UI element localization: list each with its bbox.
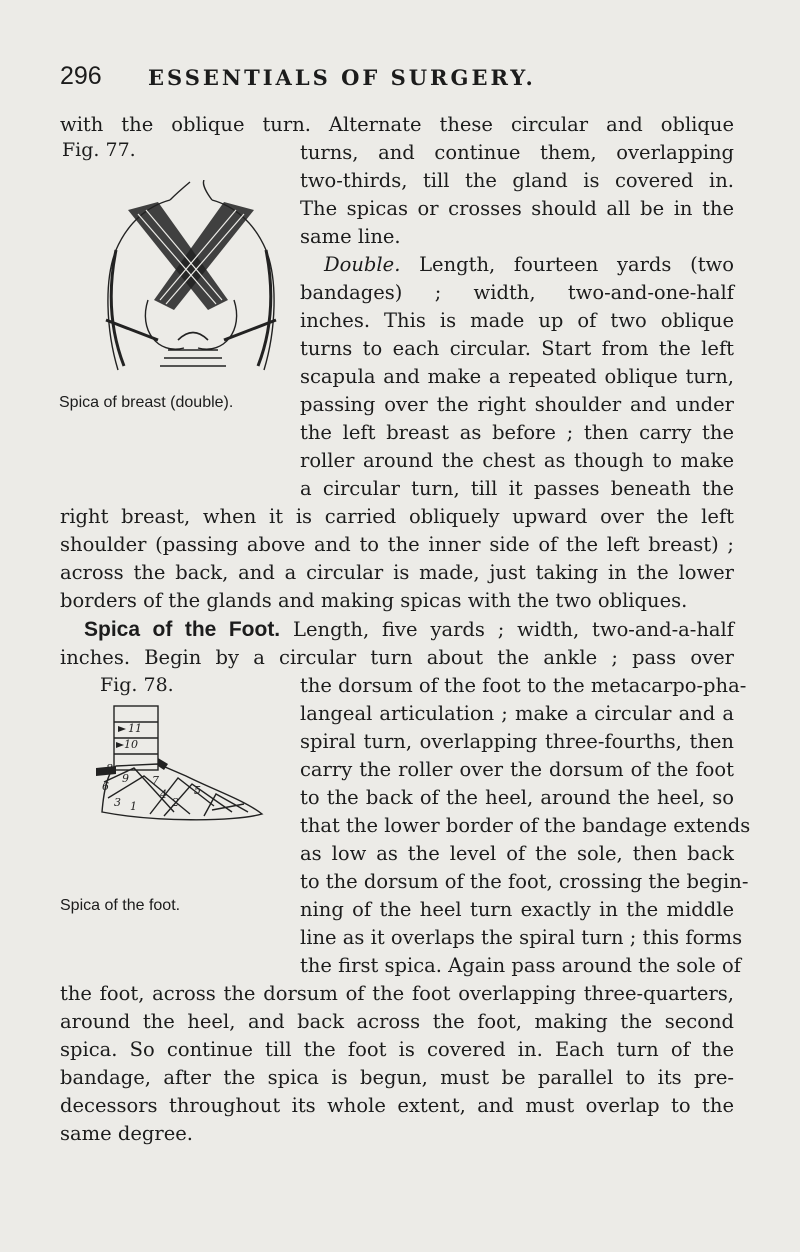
figure-78-mark: 3 (114, 796, 121, 809)
body-line: langeal articulation ; make a circular and a (300, 702, 734, 725)
body-line: across the back, and a circular is made, just taking in the lower (60, 561, 734, 584)
body-line: two-thirds, till the gland is covered in. (300, 169, 734, 192)
body-line: bandage, after the spica is begun, must be parallel to its pre- (60, 1066, 734, 1089)
figure-78-mark: 10 (124, 738, 138, 751)
body-line: spiral turn, overlapping three-fourths, then (300, 730, 734, 753)
body-line: the foot, across the dorsum of the foot overlapping three-quarters, (60, 982, 734, 1005)
body-line: borders of the glands and making spicas with the two obliques. (60, 589, 688, 612)
body-line: around the heel, and back across the foot, making the second (60, 1010, 734, 1033)
running-head (0, 62, 800, 92)
figure-78-mark: 9 (122, 772, 129, 785)
body-line: inches. Begin by a circular turn about the ankle ; pass over (60, 646, 734, 669)
figure-78-mark: 8 (106, 762, 113, 775)
body-line: scapula and make a repeated oblique turn, (300, 365, 734, 388)
figure-78-mark: 11 (128, 722, 142, 735)
body-line: decessors throughout its whole extent, and must overlap to the (60, 1094, 734, 1117)
subsection-line (324, 252, 734, 278)
figure-77-label: Fig. 77. (62, 139, 136, 161)
body-line: inches. This is made up of two oblique (300, 309, 734, 332)
figure-78-mark: 5 (194, 784, 201, 797)
body-line: passing over the right shoulder and under (300, 393, 734, 416)
figure-78-mark: 6 (102, 780, 109, 793)
body-line: the first spica. Again pass around the sole of (300, 954, 741, 977)
body-line: a circular turn, till it passes beneath the (300, 477, 734, 500)
body-line: right breast, when it is carried obliquely upward over the left (60, 505, 734, 528)
body-line: turns to each circular. Start from the left (300, 337, 734, 360)
figure-77-illustration (98, 180, 284, 380)
body-line: The spicas or crosses should all be in the (300, 197, 734, 220)
figure-78-label: Fig. 78. (100, 674, 174, 696)
body-line: roller around the chest as though to make (300, 449, 734, 472)
body-line: to the back of the heel, around the heel, so (300, 786, 734, 809)
figure-78-mark: 1 (130, 800, 137, 813)
body-line: bandages) ; width, two-and-one-half (300, 281, 734, 304)
body-line: the left breast as before ; then carry the (300, 421, 734, 444)
body-line: with the oblique turn. Alternate these circular and oblique (60, 113, 734, 136)
body-line: to the dorsum of the foot, crossing the begin- (300, 870, 749, 893)
body-line: as low as the level of the sole, then back (300, 842, 734, 865)
figure-78-mark: 2 (172, 796, 179, 809)
body-line: turns, and continue them, overlapping (300, 141, 734, 164)
figure-78-caption: Spica of the foot. (60, 897, 181, 914)
body-line: same line. (300, 225, 401, 248)
page-number: 296 (60, 62, 102, 90)
section-heading: Spica of the Foot. (84, 618, 281, 641)
figure-78-illustration (94, 702, 266, 822)
body-line: line as it overlaps the spiral turn ; this forms (300, 926, 743, 949)
body-text: Length, five yards ; width, two-and-a-half (293, 618, 735, 641)
body-line: the dorsum of the foot to the metacarpo-pha- (300, 674, 747, 697)
figure-77-caption: Spica of breast (double). (59, 394, 234, 411)
body-line: same degree. (60, 1122, 193, 1145)
body-line: carry the roller over the dorsum of the foot (300, 758, 734, 781)
run-in-heading: Double. (324, 253, 401, 276)
section-line (84, 617, 734, 643)
body-line: that the lower border of the bandage extends (300, 814, 751, 837)
body-line: spica. So continue till the foot is covered in. Each turn of the (60, 1038, 734, 1061)
figure-78-mark: 7 (152, 774, 159, 787)
body-line: shoulder (passing above and to the inner side of the left breast) ; (60, 533, 734, 556)
body-text: Length, fourteen yards (two (419, 253, 734, 276)
figure-78-mark: 4 (160, 788, 167, 801)
running-title: ESSENTIALS OF SURGERY. (148, 65, 536, 90)
body-line: ning of the heel turn exactly in the middle (300, 898, 734, 921)
